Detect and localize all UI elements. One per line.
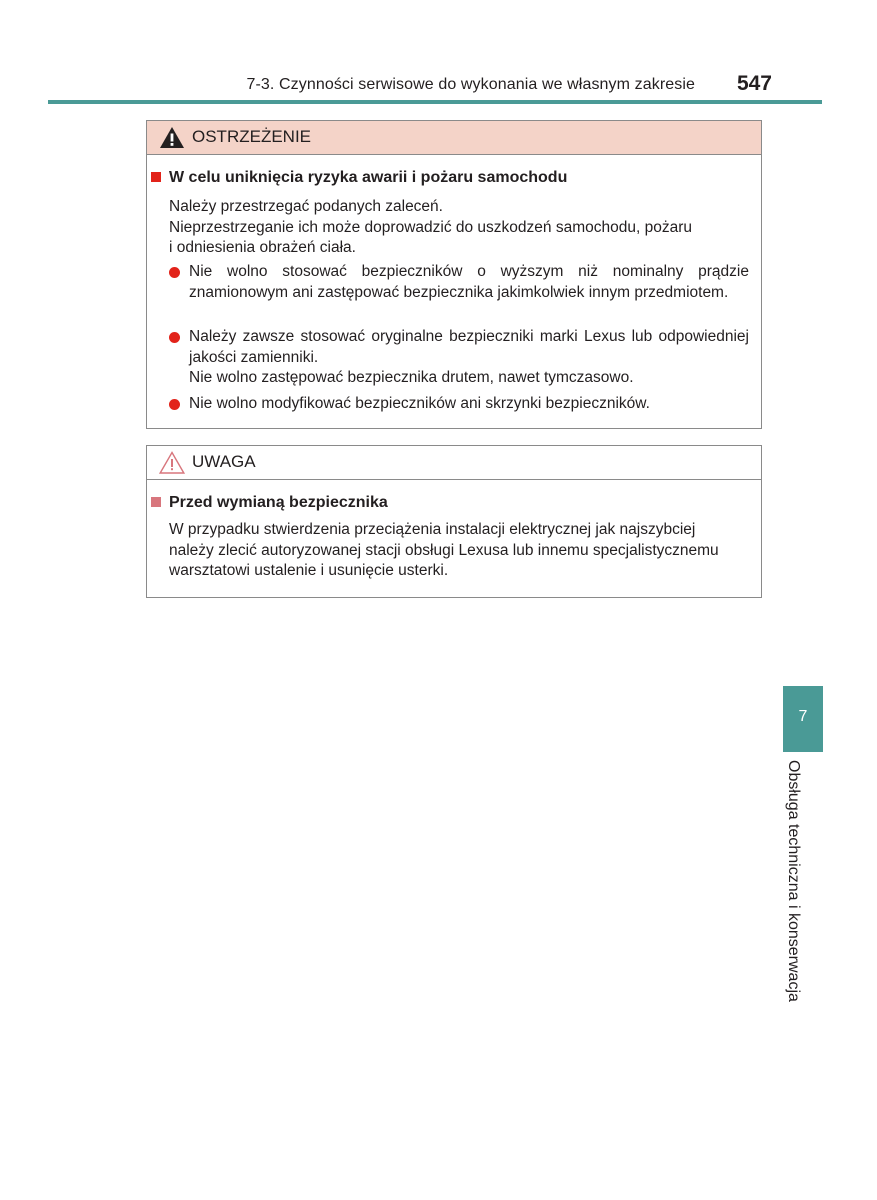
- warning-bullet: [169, 394, 749, 415]
- running-header-title: 7-3. Czynności serwisowe do wykonania we własnym zakresie: [246, 76, 695, 93]
- warning-box: [146, 120, 762, 429]
- warning-section-title: [151, 169, 567, 187]
- notice-section-title: [151, 494, 388, 512]
- notice-line: należy zlecić autoryzowanej stacji obsługi Lexusa lub innemu specjalistycznemu: [169, 541, 719, 559]
- bullet-dot: [169, 332, 180, 343]
- warning-section-title-text: W celu uniknięcia ryzyka awarii i pożaru samochodu: [169, 169, 568, 186]
- warning-bullet: [169, 327, 749, 389]
- notice-box-header: [147, 446, 761, 480]
- bullet-text: Nie wolno stosować bezpieczników o wyższym niż nominalny prądzie znamionowym ani zastępować bezpiecznika jakimkolwiek innym przedmiotem.: [189, 263, 749, 301]
- section-square-marker: [151, 497, 161, 507]
- chapter-tab: [783, 686, 823, 752]
- chapter-caption: [784, 760, 804, 1030]
- warning-line: i odniesienia obrażeń ciała.: [169, 239, 356, 256]
- caution-triangle-outline-icon: [159, 451, 185, 474]
- warning-triangle-icon: [159, 126, 185, 149]
- notice-paragraph: [169, 520, 755, 582]
- warning-bullet: [169, 262, 749, 303]
- chapter-caption-text: Obsługa techniczna i konserwacja: [785, 760, 802, 1002]
- bullet-dot: [169, 267, 180, 278]
- notice-line: W przypadku stwierdzenia przeciążenia instalacji elektrycznej jak najszybciej: [169, 521, 696, 538]
- bullet-text: Nie wolno modyfikować bezpieczników ani skrzynki bezpieczników.: [189, 395, 650, 412]
- notice-box-title: UWAGA: [192, 452, 256, 471]
- warning-line: Nieprzestrzeganie ich może doprowadzić do uszkodzeń samochodu, pożaru: [169, 218, 692, 236]
- bullet-text: Należy zawsze stosować oryginalne bezpieczniki marki Lexus lub odpowiedniej jakości zamienniki.: [189, 328, 749, 366]
- bullet-text-extra: Nie wolno zastępować bezpiecznika drutem, nawet tymczasowo.: [189, 369, 634, 386]
- warning-box-header: [147, 121, 761, 155]
- chapter-number: 7: [798, 708, 808, 725]
- warning-paragraph: [169, 197, 747, 259]
- notice-line: warsztatowi ustalenie i usunięcie usterki.: [169, 562, 449, 579]
- bullet-dot: [169, 399, 180, 410]
- notice-box: [146, 445, 762, 598]
- section-square-marker: [151, 172, 161, 182]
- warning-box-title: OSTRZEŻENIE: [192, 127, 312, 146]
- header-rule: [48, 100, 822, 104]
- notice-section-title-text: Przed wymianą bezpiecznika: [169, 494, 388, 511]
- page-number: 547: [736, 72, 772, 95]
- warning-line: Należy przestrzegać podanych zaleceń.: [169, 198, 443, 215]
